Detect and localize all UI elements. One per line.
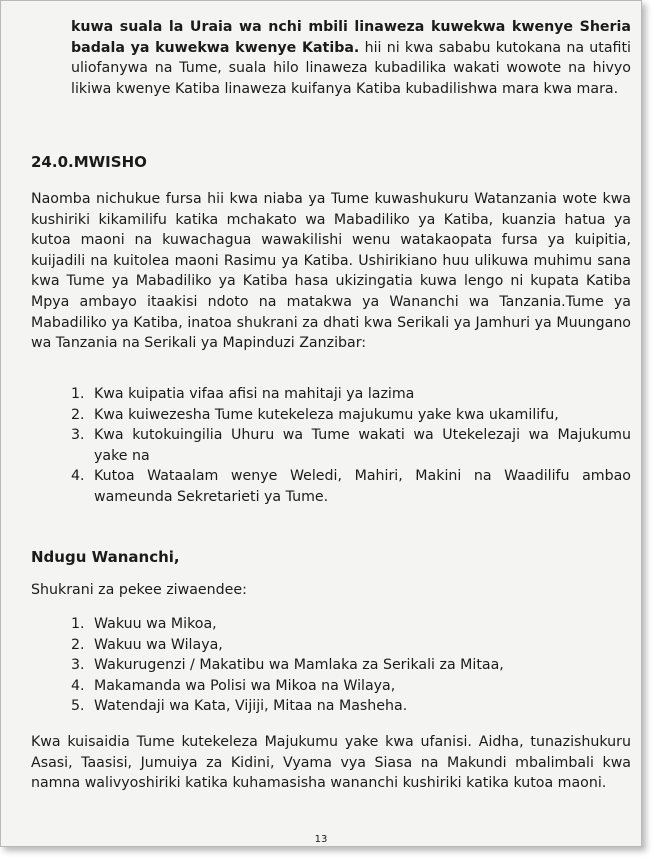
intro-lead: kuwa suala la Uraia wa nchi mbili linaweza kuwekwa kwenye Sheria badala ya kuwekwa kwenye Katiba. — [71, 19, 631, 56]
thanks-list — [71, 614, 631, 717]
list-item-number: 3. — [71, 657, 85, 674]
section-heading: 24.0.MWISHO — [31, 153, 147, 171]
list-item-text: Kwa kuipatia vifaa afisi na mahitaji ya lazima — [94, 386, 415, 402]
section-paragraph: Naomba nichukue fursa hii kwa niaba ya Tume kuwashukuru Watanzania wote kwa kushiriki kikamilifu katika mchakato wa Mabadiliko ya Katiba, kuanzia hatua ya kutoa maoni na kuwachagua wawakilishi wenu watakaopata fursa ya kuipitia, kuijadili na kuitolea maoni Rasimu ya Katiba. Ushirikiano huu ulikuwa muhimu sana kwa Tume ya Mabadiliko ya Katiba hasa ukizingatia kuwa lengo ni kupata Katiba Mpya ambayo itaakisi ndoto na matakwa ya Wananchi wa Tanzania.Tume ya Mabadiliko ya Katiba, inatoa shukrani za dhati kwa Serikali ya Jamhuri ya Muungano wa Tanzania na Serikali ya Mapinduzi Zanzibar: — [31, 191, 631, 352]
list-item-text: Makamanda wa Polisi wa Mikoa na Wilaya, — [94, 677, 396, 694]
list-item — [71, 614, 631, 635]
list-item-text: Kwa kuiwezesha Tume kutekeleza majukumu yake kwa ukamilifu, — [94, 406, 559, 423]
list-item — [71, 405, 631, 426]
thanks-intro: Shukrani za pekee ziwaendee: — [31, 582, 247, 598]
list-item-text: Kwa kutokuingilia Uhuru wa Tume wakati wa Utekelezaji wa Majukumu yake na — [94, 427, 631, 464]
greeting: Ndugu Wananchi, — [31, 548, 180, 566]
list-item-number: 5. — [71, 698, 85, 715]
list-item-number: 3. — [71, 427, 85, 444]
list-item-number: 1. — [71, 616, 85, 632]
page-number: 13 — [314, 834, 328, 845]
list-item-number: 4. — [71, 468, 85, 485]
list-item-text: Wakuu wa Mikoa, — [94, 616, 217, 632]
list-item — [71, 635, 631, 656]
list-item-number: 4. — [71, 677, 85, 694]
list-item — [71, 696, 631, 717]
list-item — [71, 466, 631, 507]
list-item — [71, 384, 631, 405]
list-item-number: 2. — [71, 406, 85, 423]
list-item-text: Wakuu wa Wilaya, — [94, 636, 223, 653]
intro-paragraph — [71, 17, 631, 99]
closing-paragraph: Kwa kuisaidia Tume kutekeleza Majukumu yake kwa ufanisi. Aidha, tunazishukuru Asasi, Taasisi, Jumuiya za Kidini, Vyama vya Siasa na Makundi mbalimbali kwa namna walivyoshiriki katika kuhamasisha wananchi kushiriki katika kutoa maoni. — [31, 734, 631, 792]
list-item-number: 1. — [71, 386, 85, 402]
list-item-number: 2. — [71, 636, 85, 653]
list-item-text: Watendaji wa Kata, Vijiji, Mitaa na Masheha. — [94, 698, 408, 715]
list-item — [71, 655, 631, 676]
support-list — [71, 384, 631, 508]
list-item — [71, 676, 631, 697]
intro-rest: hii ni kwa sababu kutokana na utafiti uliofanywa na Tume, suala hilo linaweza kubadilika wakati wowote na hivyo likiwa kwenye Katiba linaweza kuifanya Katiba kubadilishwa mara kwa mara. — [71, 39, 631, 97]
list-item — [71, 425, 631, 466]
list-item-text: Kutoa Wataalam wenye Weledi, Mahiri, Makini na Waadilifu ambao wameunda Sekretarieti ya Tume. — [94, 468, 631, 505]
list-item-text: Wakurugenzi / Makatibu wa Mamlaka za Serikali za Mitaa, — [94, 657, 504, 674]
